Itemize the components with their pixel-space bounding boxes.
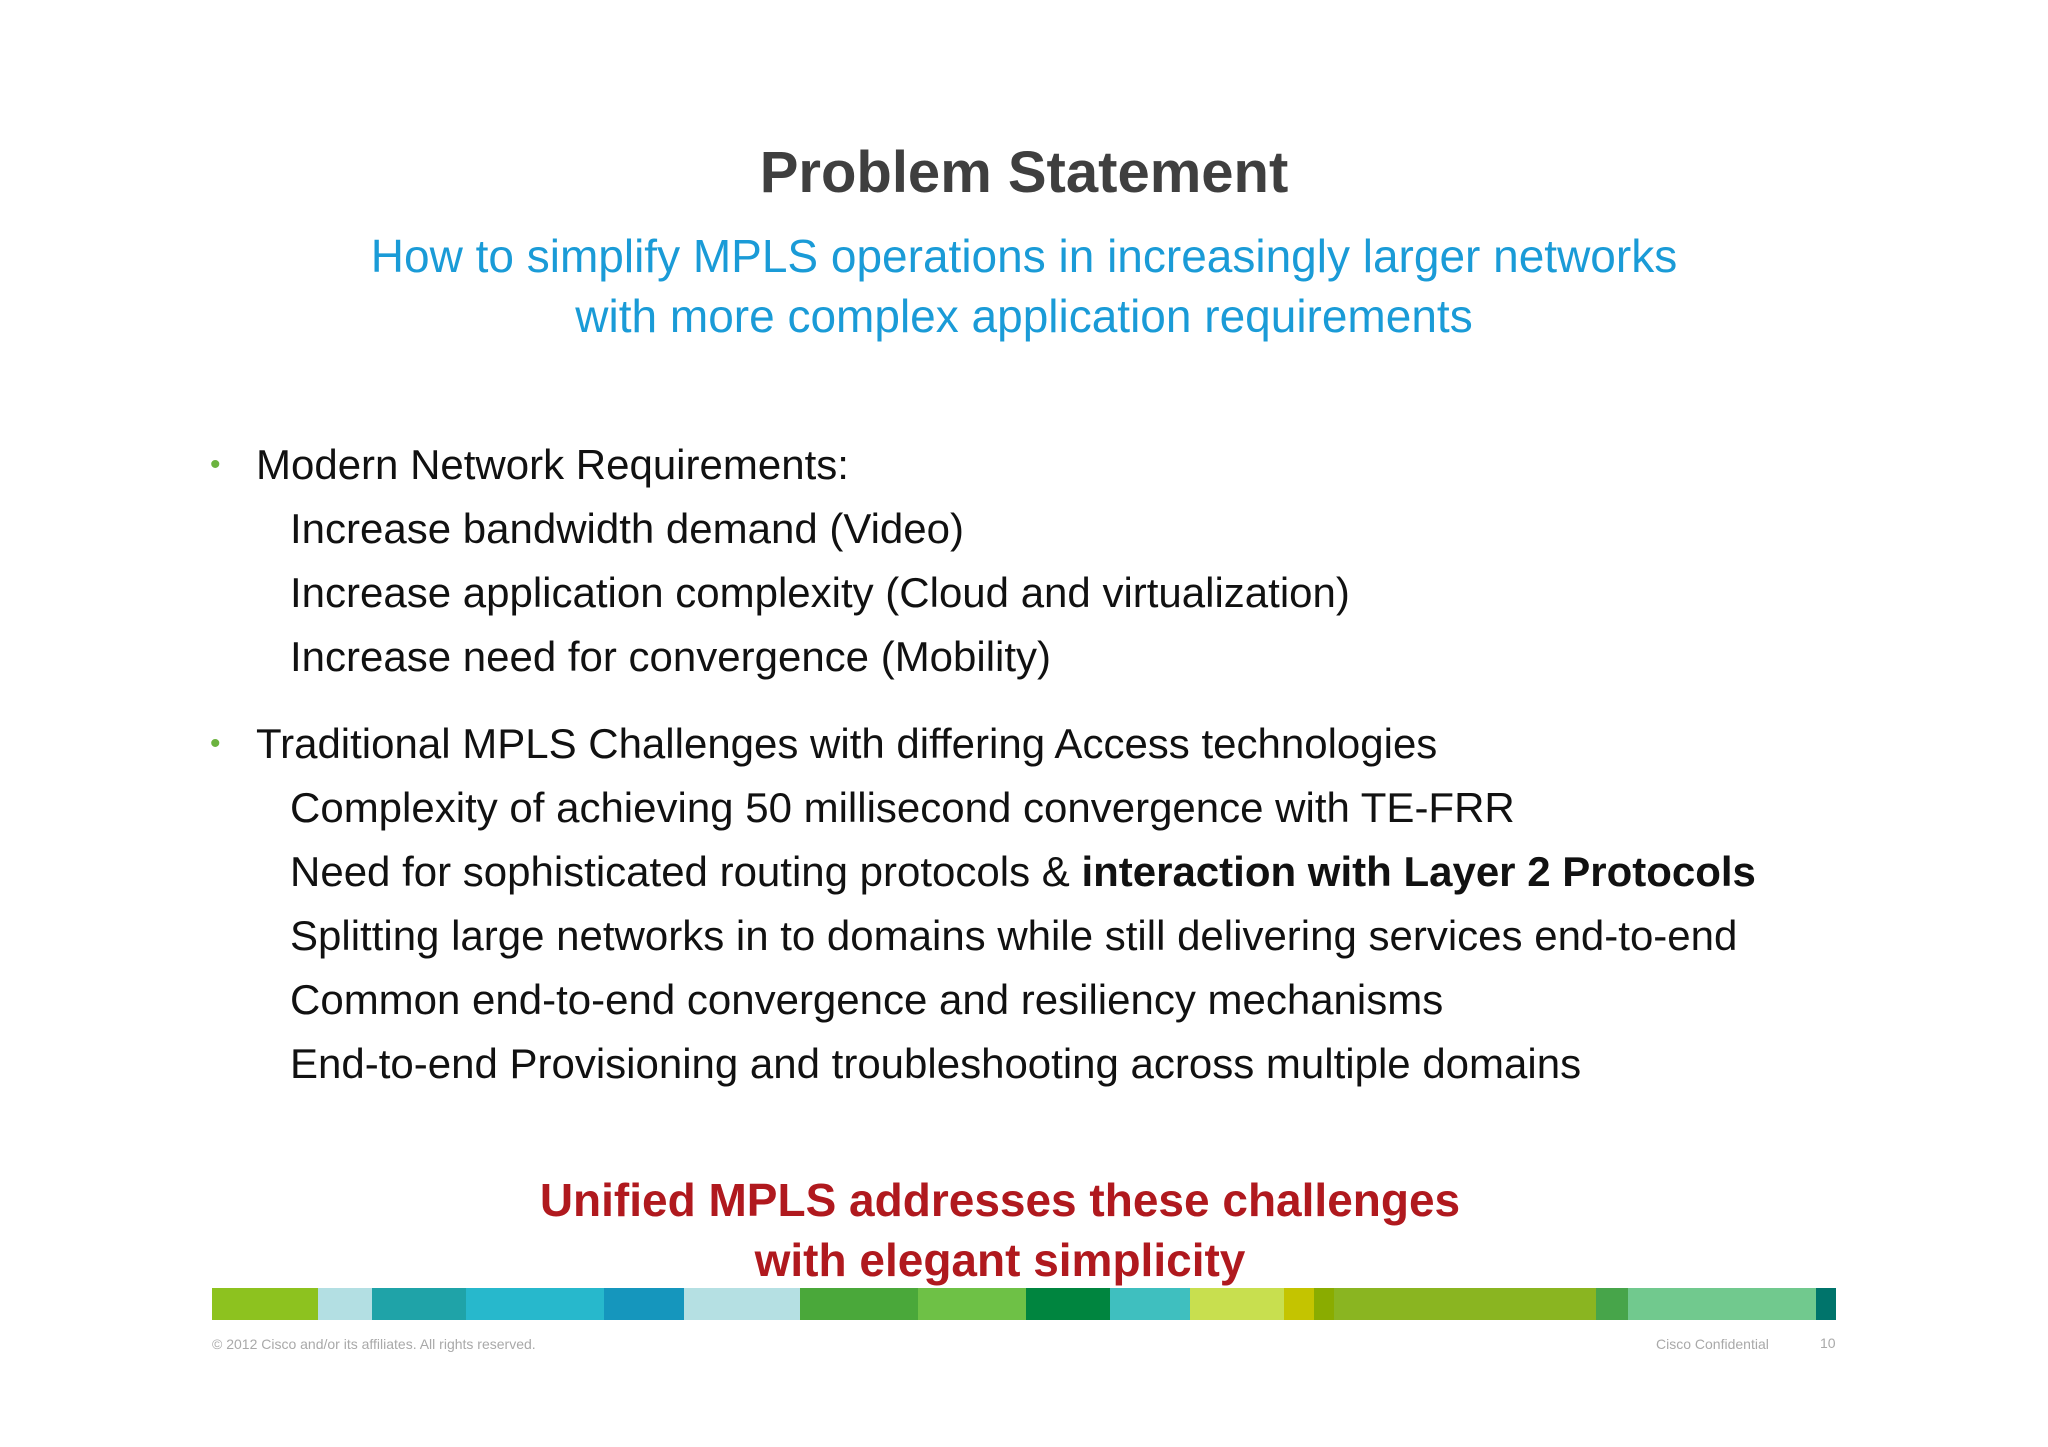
sub-bullet-mixed bbox=[210, 840, 1850, 904]
stripe-segment bbox=[466, 1288, 604, 1320]
sub-bullet: Increase need for convergence (Mobility) bbox=[290, 633, 1052, 680]
sub-bullet: Common end-to-end convergence and resiliency mechanisms bbox=[290, 976, 1444, 1023]
bullet-marker: • bbox=[210, 448, 221, 481]
stripe-segment bbox=[1596, 1288, 1628, 1320]
stripe-segment bbox=[212, 1288, 318, 1320]
bullet-heading-text: Modern Network Requirements: bbox=[256, 441, 849, 488]
subtitle-line-2: with more complex application requirements bbox=[575, 290, 1473, 342]
stripe-segment bbox=[1284, 1288, 1314, 1320]
stripe-segment bbox=[1314, 1288, 1334, 1320]
stripe-segment bbox=[1110, 1288, 1190, 1320]
footer-copyright: © 2012 Cisco and/or its affiliates. All rights reserved. bbox=[212, 1336, 536, 1352]
sub-bullet: Increase application complexity (Cloud and virtualization) bbox=[290, 569, 1350, 616]
stripe-segment bbox=[800, 1288, 918, 1320]
bullet-group-modern-requirements bbox=[210, 433, 1850, 689]
stripe-segment bbox=[1026, 1288, 1110, 1320]
bullet-heading bbox=[210, 712, 1850, 776]
stripe-segment bbox=[604, 1288, 684, 1320]
sub-bullet: End-to-end Provisioning and troubleshooting across multiple domains bbox=[290, 1040, 1582, 1087]
sub-bullet-bold-text: interaction with Layer 2 Protocols bbox=[1081, 848, 1756, 895]
sub-bullet: Splitting large networks in to domains while still delivering services end-to-end bbox=[290, 912, 1738, 959]
stripe-segment bbox=[372, 1288, 466, 1320]
slide-subtitle bbox=[0, 226, 2048, 346]
stripe-segment bbox=[1816, 1288, 1836, 1320]
bullet-group-mpls-challenges bbox=[210, 712, 1850, 1096]
stripe-segment bbox=[1628, 1288, 1816, 1320]
footer-confidential: Cisco Confidential bbox=[1656, 1336, 1769, 1352]
stripe-segment bbox=[1334, 1288, 1596, 1320]
subtitle-line-1: How to simplify MPLS operations in increasingly larger networks bbox=[370, 230, 1678, 282]
bullet-heading-text: Traditional MPLS Challenges with differing Access technologies bbox=[256, 720, 1438, 767]
stripe-segment bbox=[318, 1288, 372, 1320]
sub-bullet: Increase bandwidth demand (Video) bbox=[290, 505, 964, 552]
bullet-heading bbox=[210, 433, 1850, 497]
stripe-segment bbox=[1190, 1288, 1284, 1320]
decorative-color-stripe bbox=[212, 1288, 1836, 1320]
callout-line-1: Unified MPLS addresses these challenges bbox=[539, 1174, 1461, 1226]
stripe-segment bbox=[918, 1288, 1026, 1320]
sub-bullet-plain-text: Need for sophisticated routing protocols & bbox=[290, 848, 1082, 895]
sub-bullet: Complexity of achieving 50 millisecond convergence with TE-FRR bbox=[290, 784, 1515, 831]
footer-page-number: 10 bbox=[1820, 1335, 1836, 1351]
bullet-marker: • bbox=[210, 727, 221, 760]
callout-line-2: with elegant simplicity bbox=[754, 1234, 1246, 1286]
stripe-segment bbox=[684, 1288, 800, 1320]
callout bbox=[0, 1170, 2000, 1290]
slide-title: Problem Statement bbox=[759, 140, 1289, 205]
